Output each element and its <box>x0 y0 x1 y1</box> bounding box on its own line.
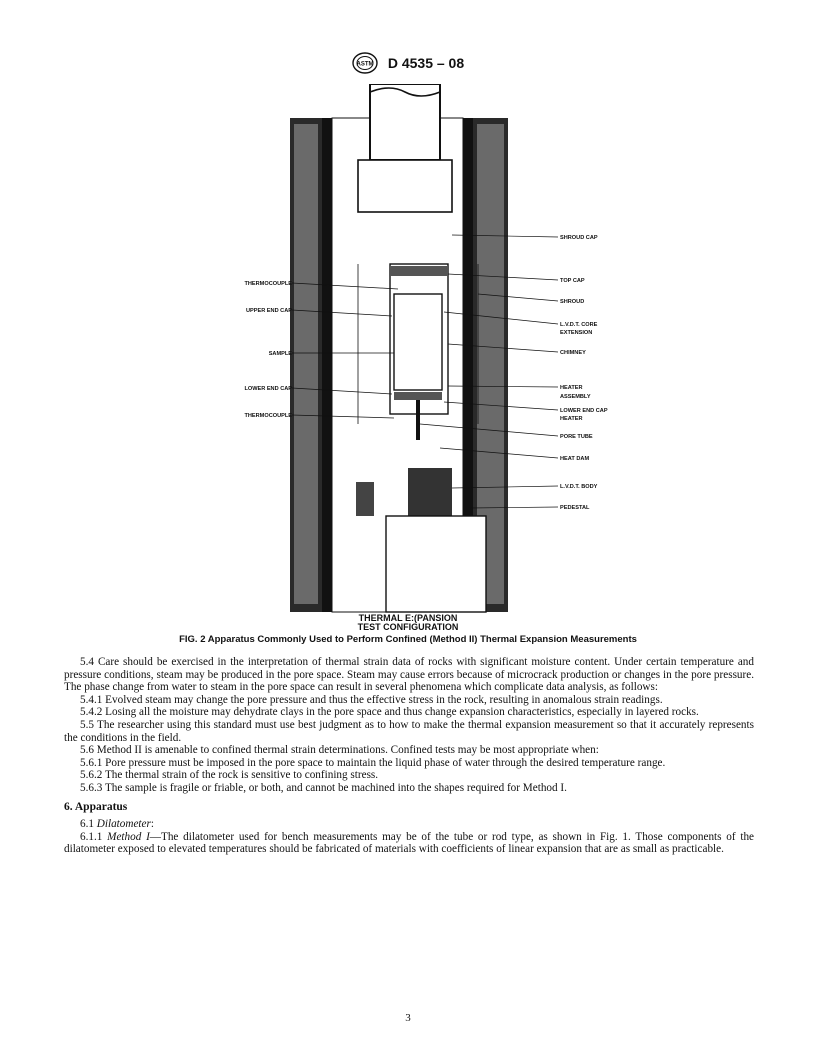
paragraph-5-4: 5.4 Care should be exercised in the interpretation of thermal strain data of rocks with significant moisture content. Under certain temperature and pressure conditions, steam may be produced in the pore space. Steam may cause errors because of microcrack production or changes in the pore pressure. The phase change from water to steam in the pore space can result in several phenomena which complicate data analysis, as follows: <box>64 656 754 694</box>
paragraph-5-4-1: 5.4.1 Evolved steam may change the pore pressure and thus the effective stress in the rock, resulting in anomalous strain readings. <box>80 693 663 706</box>
page-header <box>0 52 816 74</box>
paragraph-6-1-title: Dilatometer <box>96 818 151 831</box>
astm-logo-icon <box>352 52 378 74</box>
label-shroud-cap: SHROUD CAP <box>560 235 598 241</box>
label-pedestal: PEDESTAL <box>560 505 590 511</box>
figure-caption-line-2: TEST CONFIGURATION <box>357 622 459 632</box>
standard-designation: D 4535 – 08 <box>387 55 465 71</box>
label-thermocouple-lower: THERMOCOUPLE <box>244 413 292 419</box>
label-upper-end-cap: UPPER END CAP <box>245 308 292 314</box>
label-lvdt-body: L.V.D.T. BODY <box>560 484 598 490</box>
paragraph-5-4-2: 5.4.2 Losing all the moisture may dehydrate clays in the pore space and thus change expansion characteristics, especially in layered rocks. <box>80 706 699 719</box>
svg-text:ASTM: ASTM <box>356 61 374 68</box>
paragraph-6-1-1 <box>64 831 754 856</box>
apparatus-figure <box>180 84 650 614</box>
label-lower-end-cap: LOWER END CAP <box>244 386 292 392</box>
label-heater-2: HEATER <box>560 416 583 422</box>
label-thermocouple-upper: THERMOCOUPLE <box>244 281 292 287</box>
figure-title: FIG. 2 Apparatus Commonly Used to Perform Confined (Method II) Thermal Expansion Measurements <box>179 634 637 645</box>
paragraph-5-6: 5.6 Method II is amenable to confined thermal strain determinations. Confined tests may be most appropriate when: <box>80 744 599 757</box>
label-extension: EXTENSION <box>560 330 593 336</box>
label-heat-dam: HEAT DAM <box>560 456 590 462</box>
figure-caption <box>0 614 816 632</box>
paragraph-6-1-1-title: Method I <box>107 830 150 843</box>
paragraph-6-1-1-text: —The dilatometer used for bench measurements may be of the tube or rod type, as shown in Fig. 1. Those components of the dilatometer exposed to elevated temperatures should be fabricated of materials with coefficients of linear expansion that are as small as practicable. <box>64 830 755 856</box>
label-lower-end-cap-heater: LOWER END CAP <box>560 408 608 414</box>
page-number: 3 <box>405 1012 411 1024</box>
paragraph-6-1 <box>64 818 754 831</box>
label-shroud: SHROUD <box>560 299 585 305</box>
paragraph-5-6-3: 5.6.3 The sample is fragile or friable, or both, and cannot be machined into the shapes required for Method I. <box>80 781 567 794</box>
paragraph-6-1-tail: : <box>150 818 154 831</box>
label-heater: HEATER <box>560 385 583 391</box>
label-lvdt-core: L.V.D.T. CORE <box>560 322 598 328</box>
label-top-cap: TOP CAP <box>560 278 585 284</box>
paragraph-5-5: 5.5 The researcher using this standard must use best judgment as to how to make the thermal expansion measurement so that it accurately represents the conditions in the field. <box>64 718 754 744</box>
paragraph-5-6-2: 5.6.2 The thermal strain of the rock is sensitive to confining stress. <box>80 769 379 782</box>
paragraph-6-1-number: 6.1 <box>80 818 97 831</box>
label-pore-tube: PORE TUBE <box>560 434 593 440</box>
paragraph-5-6-1: 5.6.1 Pore pressure must be imposed in the pore space to maintain the liquid phase of water through the desired temperature range. <box>80 756 666 769</box>
label-chimney: CHIMNEY <box>560 350 586 356</box>
figure-caption-line-1: THERMAL E:(PANSION <box>358 613 458 623</box>
label-assembly: ASSEMBLY <box>560 394 591 400</box>
paragraph-6-1-1-number: 6.1.1 <box>80 830 108 843</box>
body-text <box>64 656 754 856</box>
label-sample: SAMPLE <box>268 351 292 357</box>
section-heading-apparatus: 6. Apparatus <box>64 800 128 813</box>
